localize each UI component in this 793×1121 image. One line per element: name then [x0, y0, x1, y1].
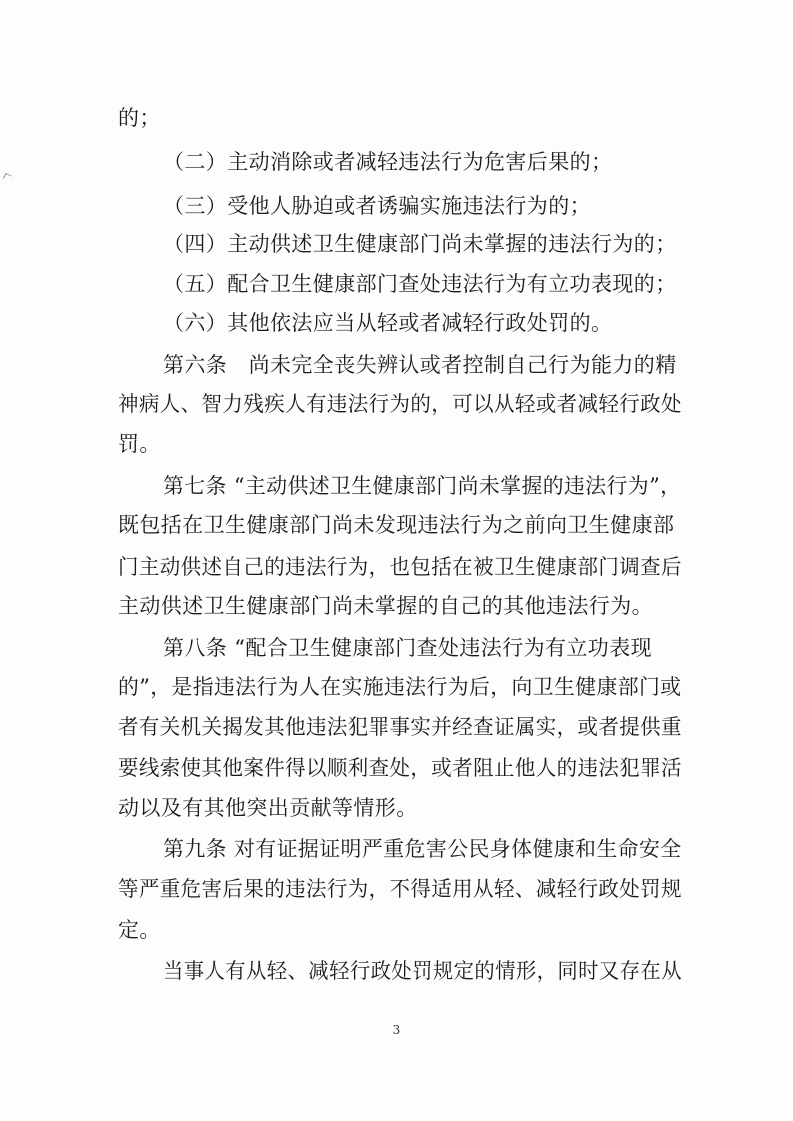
text-line-item-5: （五）配合卫生健康部门查处违法行为有立功表现的；: [163, 272, 677, 296]
article-8-line-3: 者有关机关揭发其他违法犯罪事实并经查证属实，或者提供重: [118, 715, 682, 739]
article-6-line-3: 罚。: [118, 432, 161, 456]
article-8-line-4: 要线索使其他案件得以顺利查处，或者阻止他人的违法犯罪活: [118, 756, 682, 780]
article-8-line-5: 动以及有其他突出贡献等情形。: [118, 796, 418, 820]
paragraph-line-1: 当事人有从轻、减轻行政处罚规定的情形，同时又存在从: [163, 959, 682, 983]
article-8-line-2: 的”，是指违法行为人在实施违法行为后，向卫生健康部门或: [118, 675, 682, 699]
text-line-item-4: （四）主动供述卫生健康部门尚未掌握的违法行为的；: [163, 232, 677, 256]
article-9-line-1: 第九条 对有证据证明严重危害公民身体健康和生命安全: [163, 837, 682, 861]
article-7-line-1: 第七条 “主动供述卫生健康部门尚未掌握的违法行为”，: [163, 474, 682, 498]
article-9-line-2: 等严重危害后果的违法行为，不得适用从轻、减轻行政处罚规: [118, 877, 682, 901]
article-7-line-3: 门主动供述自己的违法行为，也包括在被卫生健康部门调查后: [118, 555, 682, 579]
article-6-line-2: 神病人、智力残疾人有违法行为的，可以从轻或者减轻行政处: [118, 392, 682, 416]
article-7-line-2: 既包括在卫生健康部门尚未发现违法行为之前向卫生健康部: [118, 513, 675, 537]
text-line-item-6: （六）其他依法应当从轻或者减轻行政处罚的。: [163, 311, 613, 335]
page-number: 3: [392, 1023, 401, 1037]
article-8-line-1: 第八条 “配合卫生健康部门查处违法行为有立功表现: [163, 636, 653, 660]
article-9-line-3: 定。: [118, 918, 161, 942]
text-line-item-3: （三）受他人胁迫或者诱骗实施违法行为的；: [163, 194, 591, 218]
article-7-line-4: 主动供述卫生健康部门尚未掌握的自己的其他违法行为。: [118, 594, 653, 618]
article-6-line-1: 第六条 尚未完全丧失辨认或者控制自己行为能力的精: [163, 353, 677, 377]
scan-artifact-mark: [3, 173, 12, 181]
text-line-item-2: （二）主动消除或者减轻违法行为危害后果的；: [163, 150, 613, 174]
text-line-continuation: 的；: [118, 106, 161, 130]
